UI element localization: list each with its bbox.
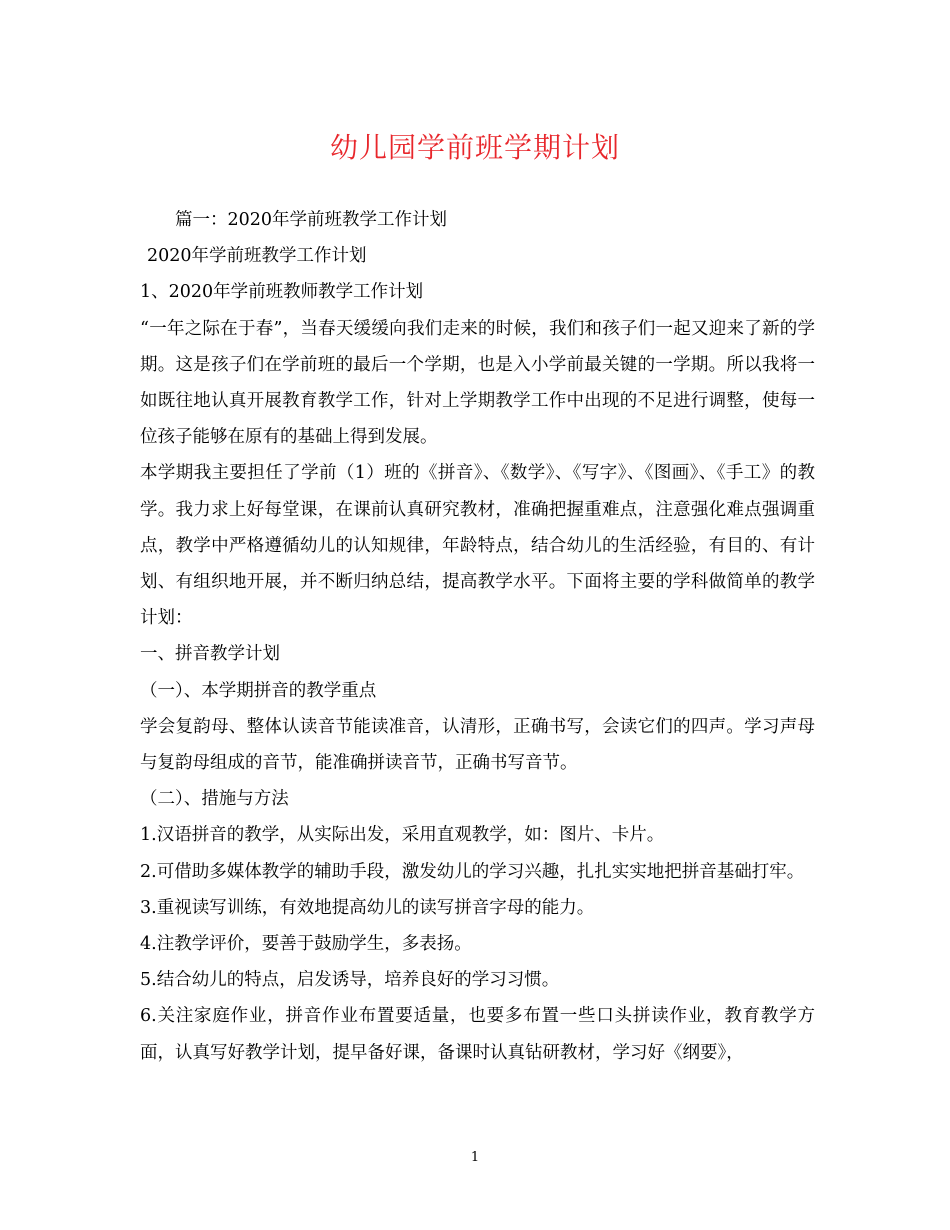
list-item: 5.结合幼儿的特点，启发诱导，培养良好的学习习惯。	[140, 970, 560, 991]
paragraph: （一）、本学期拼音的教学重点	[140, 680, 377, 701]
paragraph: “一年之际在于春”，当春天缓缓向我们走来的时候，我们和孩子们一起又迎来了新的学期。这是孩子们在学前班的最后一个学期，也是入小学前最关键的一学期。所以我将一如既往地认真开展教育教学工作，针对上学期教学工作中出现的不足进行调整，使每一位孩子能够在原有的基础上得到发展。	[140, 318, 815, 448]
paragraph: 一、拼音教学计划	[140, 644, 280, 665]
paragraph: （二）、措施与方法	[140, 789, 289, 810]
list-item: 2.可借助多媒体教学的辅助手段，激发幼儿的学习兴趣，扎扎实实地把拼音基础打牢。	[140, 861, 805, 882]
list-item: 6.关注家庭作业，拼音作业布置要适量，也要多布置一些口头拼读作业，教育教学方面，认真写好教学计划，提早备好课，备课时认真钻研教材，学习好《纲要》，	[140, 1006, 815, 1063]
paragraph: 本学期我主要担任了学前（1）班的《拼音》、《数学》、《写字》、《图画》、《手工》的教学。我力求上好每堂课，在课前认真研究教材，准确把握重难点，注意强化难点强调重点，教学中严格遵循幼儿的认知规律，年龄特点，结合幼儿的生活经验，有目的、有计划、有组织地开展，并不断归纳总结，提高教学水平。下面将主要的学科做简单的教学计划：	[140, 463, 815, 629]
document-body	[140, 202, 815, 1071]
document-title: 幼儿园学前班学期计划	[329, 131, 620, 164]
subtitle: 2020年学前班教学工作计划	[147, 246, 367, 267]
page-number: 1	[470, 1150, 480, 1165]
section-heading: 篇一：2020年学前班教学工作计划	[175, 210, 448, 230]
paragraph: 1、2020年学前班教师教学工作计划	[140, 282, 424, 303]
list-item: 3.重视读写训练，有效地提高幼儿的读写拼音字母的能力。	[140, 897, 595, 918]
list-item: 1.汉语拼音的教学，从实际出发，采用直观教学，如：图片、卡片。	[140, 825, 665, 846]
paragraph: 学会复韵母、整体认读音节能读准音，认清形，正确书写，会读它们的四声。学习声母与复韵母组成的音节，能准确拼读音节，正确书写音节。	[140, 716, 815, 774]
list-item: 4.注教学评价，要善于鼓励学生，多表扬。	[140, 934, 472, 955]
